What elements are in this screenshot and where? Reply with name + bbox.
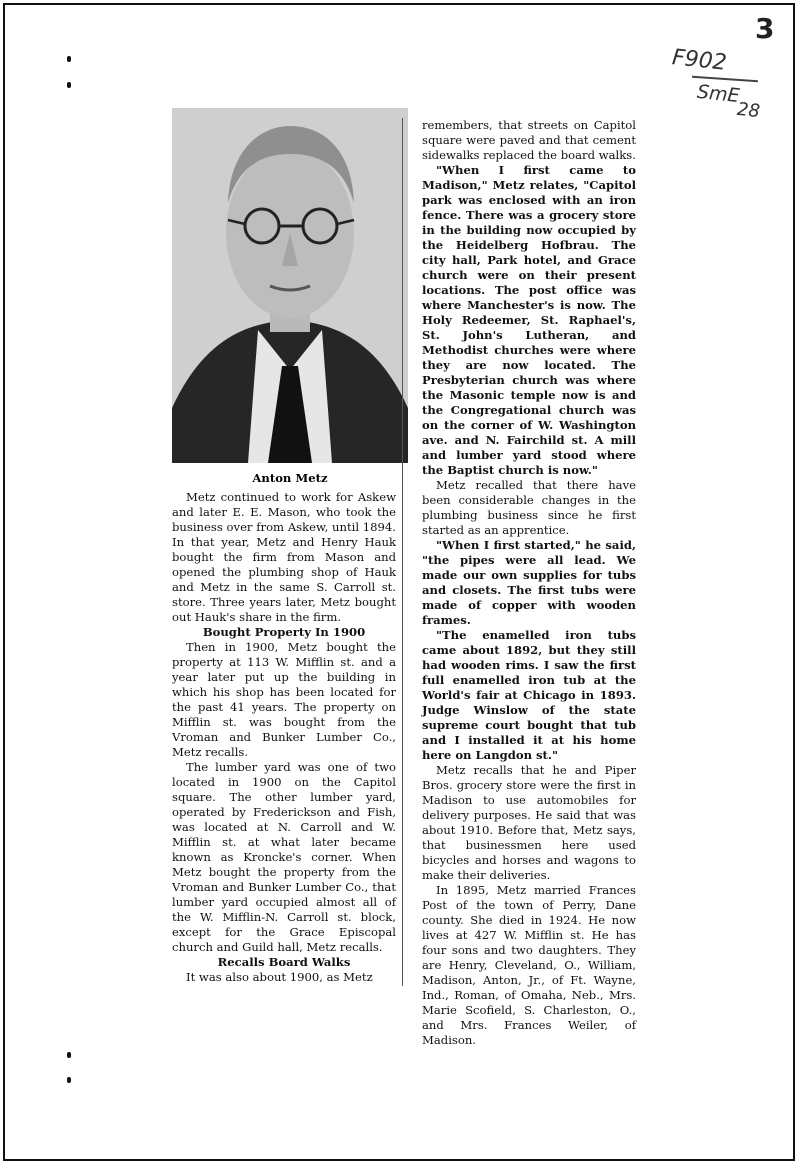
paragraph-quote: "When I first came to Madison," Metz relates, "Capitol park was enclosed with an iron fence. There was a grocery store in the building now occupied by the Heidelberg Hofbrau. The city hall, Park hotel, and Grace church were on their present locations. The post office was where Manchester's is now. The Holy Redeemer, St. Raphael's, St. John's Lutheran, and Methodist churches were where they are now located. The Presbyterian church was where the Masonic temple now is and the Congregational church was on the corner of W. Washington ave. and N. Fairchild st. A mill and lumber yard stood where the Baptist church is now.": [422, 163, 636, 477]
binder-hole-mark: [67, 82, 71, 88]
right-column: [422, 118, 636, 1048]
paragraph: remembers, that streets on Capitol square were paved and that cement sidewalks replaced the board walks.: [422, 118, 636, 162]
paragraph-quote: "The enamelled iron tubs came about 1892, but they still had wooden rims. I saw the first full enamelled iron tub at the World's fair at Chicago in 1893. Judge Winslow of the state supreme court bought that tub and I installed it at his home here on Langdon st.": [422, 628, 636, 762]
pencil-note-line3: 28: [735, 98, 761, 123]
pencil-note-line2: SmE: [695, 80, 741, 108]
paragraph: Then in 1900, Metz bought the property at 113 W. Mifflin st. and a year later put up the building in which his shop has been located for the past 41 years. The property on Mifflin st. was bought from the Vroman and Bunker Lumber Co., Metz recalls.: [172, 640, 396, 759]
subheading: Recalls Board Walks: [217, 955, 351, 969]
pencil-note-line1: F902: [670, 45, 728, 76]
page-number: 3: [755, 12, 775, 45]
binder-hole-mark: [67, 1077, 71, 1083]
photo-caption: Anton Metz: [252, 471, 328, 485]
left-column: [172, 490, 396, 985]
portrait-photo: [172, 108, 408, 463]
paragraph: The lumber yard was one of two located in 1900 on the Capitol square. The other lumber yard, operated by Frederickson and Fish, was located at N. Carroll and W. Mifflin st. at what later became known as Kroncke's corner. When Metz bought the property from the Vroman and Bunker Lumber Co., that lumber yard occupied almost all of the W. Mifflin-N. Carroll st. block, except for the Grace Episcopal church and Guild hall, Metz recalls.: [172, 760, 396, 954]
paragraph: Metz continued to work for Askew and later E. E. Mason, who took the business over from Askew, until 1894. In that year, Metz and Henry Hauk bought the firm from Mason and opened the plumbing shop of Hauk and Metz in the same S. Carroll st. store. Three years later, Metz bought out Hauk's share in the firm.: [172, 490, 396, 624]
paragraph-quote: "When I first started," he said, "the pipes were all lead. We made our own supplies for tubs and closets. The first tubs were made of copper with wooden frames.: [422, 538, 636, 627]
paragraph: Metz recalled that there have been considerable changes in the plumbing business since he first started as an apprentice.: [422, 478, 636, 537]
paragraph: Metz recalls that he and Piper Bros. grocery store were the first in Madison to use automobiles for delivery purposes. He said that was about 1910. Before that, Metz says, that businessmen here used bicycles and horses and wagons to make their deliveries.: [422, 763, 636, 882]
paragraph: In 1895, Metz married Frances Post of the town of Perry, Dane county. She died in 1924. He now lives at 427 W. Mifflin st. He has four sons and two daughters. They are Henry, Cleveland, O., William, Madison, Anton, Jr., of Ft. Wayne, Ind., Roman, of Omaha, Neb., Mrs. Marie Scofield, S. Charleston, O., and Mrs. Frances Weiler, of Madison.: [422, 883, 636, 1047]
subheading: Bought Property In 1900: [202, 625, 366, 639]
portrait-illustration: [172, 108, 408, 463]
binder-hole-mark: [67, 1052, 71, 1058]
column-rule: [402, 118, 403, 986]
paragraph: It was also about 1900, as Metz: [186, 970, 373, 984]
binder-hole-mark: [67, 56, 71, 62]
